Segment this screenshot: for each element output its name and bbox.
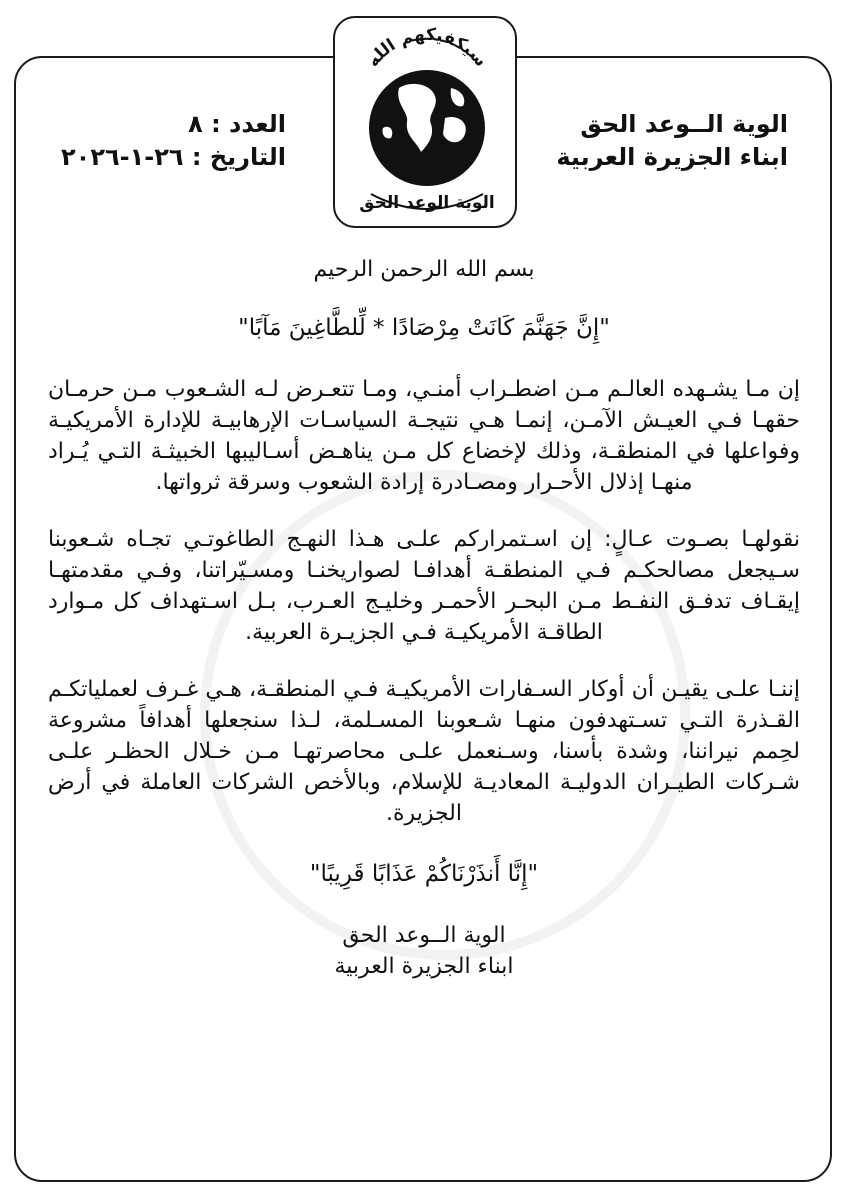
paragraph-1: إن مـا يشـهده العالـم مـن اضطـراب أمنـي، ومـا تتعـرض لـه الشـعوب مـن حرمـان حقهـا فـي العيـش الآمـن، إنمـا هـي نتيجـة السياسـات الإرهابيـة للإدارة الأمريكيـة وفواعلها في المنطقـة، وذلك لإخضاع كل مـن يناهـض أسـاليبها الخبيثـة التـي يُـراد منهـا إذلال الأحـرار ومصـادرة إرادة الشعوب وسرقة ثرواتها. xyxy=(48,377,800,495)
signature-line2: ابناء الجزيرة العربية xyxy=(334,954,514,979)
basmala: بسم الله الرحمن الرحيم xyxy=(313,257,535,282)
header-org-line2: ابناء الجزيرة العربية xyxy=(556,143,788,171)
svg-text:سيكفيكهم الله xyxy=(363,25,490,71)
logo-arc-text: سيكفيكهم الله xyxy=(363,24,491,71)
globe-emblem-icon xyxy=(335,18,519,230)
closing-verse: "إِنَّا أَنذَرْنَاكُمْ عَذَابًا قَرِيبًا" xyxy=(309,861,539,887)
header-issue-info xyxy=(61,108,286,174)
issue-date: التاريخ : ٢٦-١-٢٠٢٦ xyxy=(61,143,286,171)
issue-number: العدد : ٨ xyxy=(188,110,286,138)
paragraph-3: إننـا علـى يقيـن أن أوكار السـفارات الأمريكيـة فـي المنطقـة، هـي غـرف لعملياتكـم القـذرة التـي تسـتهدفون منهـا شـعوبنا المسـلمة، لـذا سنجعلها أهدافاً مشروعة لحِمم نيراننا، وشدة بأسنا، وسـنعمل علـى محاصرتهـا مـن خـلال الحظـر علـى شـركات الطيـران الدوليـة المعاديـة للإسلام، وبالأخص الشركات العاملة في أرض الجزيرة. xyxy=(48,677,800,826)
header-org-line1: الوية الــوعد الحق xyxy=(580,110,788,138)
logo-bottom-text: الوية الوعد الحق xyxy=(359,193,495,213)
header-organization xyxy=(556,108,788,174)
organization-logo xyxy=(333,16,517,228)
statement-body xyxy=(48,254,800,982)
opening-verse: "إِنَّ جَهَنَّمَ كَانَتْ مِرْصَادًا * لِّلطَّاغِينَ مَآبًا" xyxy=(238,315,610,341)
signature-line1: الوية الــوعد الحق xyxy=(342,923,506,948)
paragraph-2: نقولهـا بصـوت عـالٍ: إن اسـتمراركم علـى هـذا النهـج الطاغوتـي تجـاه شـعوبنا سـيجعل مصالحكـم فـي المنطقـة أهدافـا لصواريخنـا ومسـيّراتنا، وفـي مقدمتهـا إيقـاف تدفـق النفـط مـن البحـر الأحمـر وخليـج العـرب، بـل اسـتهداف كل مـوارد الطاقـة الأمريكيـة فـي الجزيـرة العربية. xyxy=(48,527,800,645)
